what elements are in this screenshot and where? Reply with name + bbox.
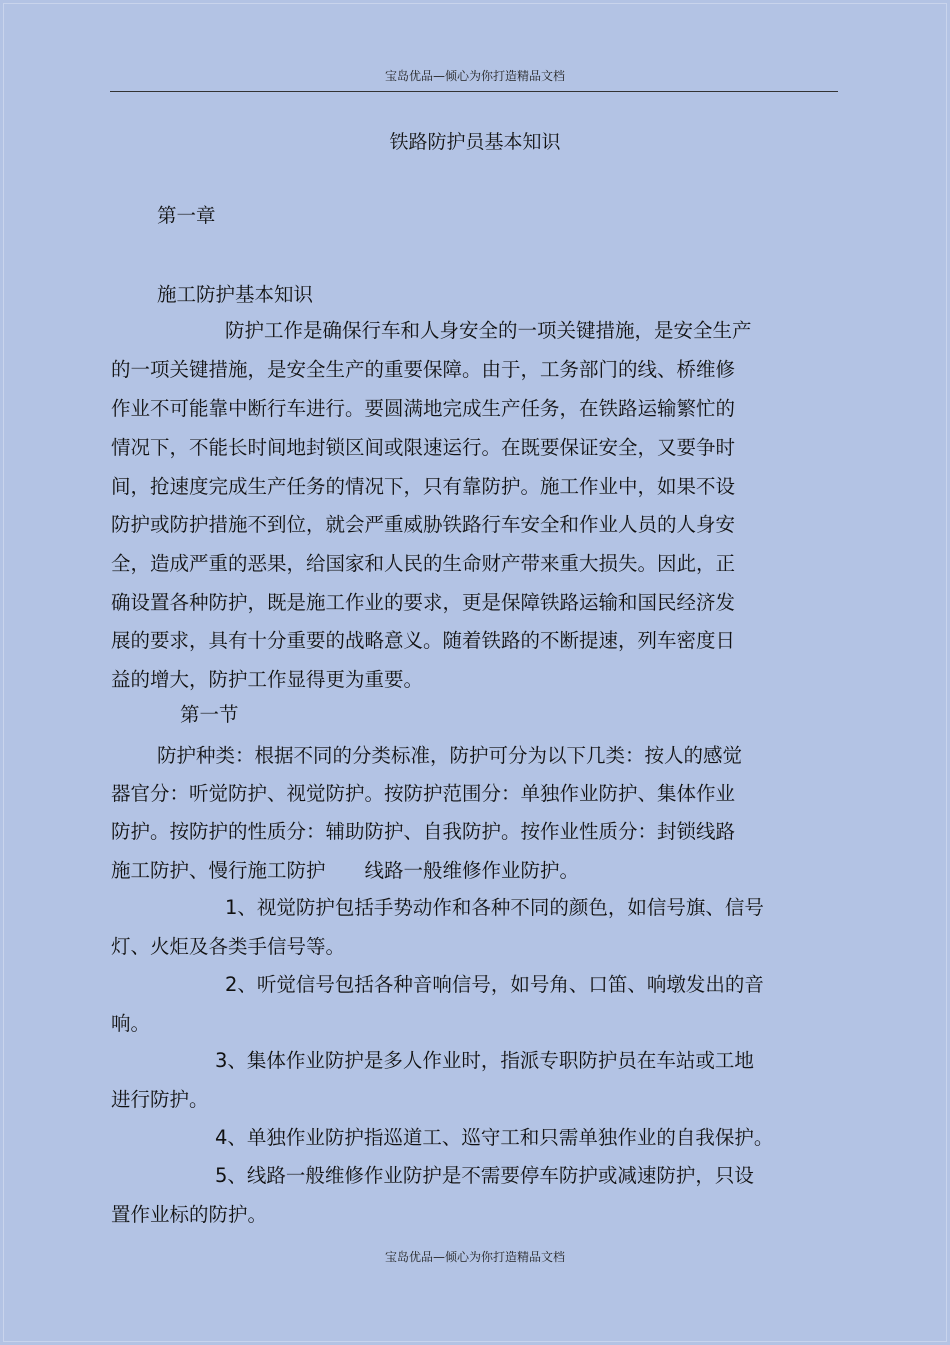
running-header: 宝岛优品—倾心为你打造精品文档 — [384, 69, 565, 83]
list-item: 5、线路一般维修作业防护是不需要停车防护或减速防护，只设 — [215, 1164, 754, 1187]
list-item: 2、听觉信号包括各种音响信号，如号角、口笛、响墩发出的音 — [225, 973, 764, 996]
paragraph-line: 确设置各种防护，既是施工作业的要求，更是保障铁路运输和国民经济发 — [111, 591, 736, 614]
list-item: 3、集体作业防护是多人作业时，指派专职防护员在车站或工地 — [215, 1049, 754, 1072]
paragraph-line: 益的增大，防护工作显得更为重要。 — [111, 668, 424, 691]
list-item: 4、单独作业防护指巡道工、巡守工和只需单独作业的自我保护。 — [215, 1126, 774, 1149]
running-footer: 宝岛优品—倾心为你打造精品文档 — [384, 1250, 565, 1264]
list-item-continuation: 置作业标的防护。 — [111, 1203, 268, 1226]
list-item-continuation: 灯、火炬及各类手信号等。 — [111, 935, 346, 958]
document-title: 铁路防护员基本知识 — [389, 131, 561, 153]
paragraph-line: 作业不可能靠中断行车进行。要圆满地完成生产任务，在铁路运输繁忙的 — [111, 397, 736, 420]
paragraph-line: 的一项关键措施，是安全生产的重要保障。由于，工务部门的线、桥维修 — [111, 358, 736, 381]
paragraph-line: 全，造成严重的恶果，给国家和人民的生命财产带来重大损失。因此，正 — [111, 552, 736, 575]
paragraph-line: 情况下，不能长时间地封锁区间或限速运行。在既要保证安全，又要争时 — [111, 436, 736, 459]
chapter-heading: 第一章 — [157, 204, 216, 227]
paragraph-line: 防护工作是确保行车和人身安全的一项关键措施，是安全生产 — [225, 319, 752, 342]
paragraph-line: 防护或防护措施不到位，就会严重威胁铁路行车安全和作业人员的人身安 — [111, 513, 736, 536]
paragraph-line: 器官分：听觉防护、视觉防护。按防护范围分：单独作业防护、集体作业 — [111, 782, 736, 805]
header-rule — [110, 91, 838, 92]
paragraph-line: 防护种类：根据不同的分类标准，防护可分为以下几类：按人的感觉 — [157, 744, 743, 767]
section-1-heading: 第一节 — [180, 703, 239, 726]
paragraph-line: 施工防护、慢行施工防护 线路一般维修作业防护。 — [111, 859, 580, 882]
list-item-continuation: 进行防护。 — [111, 1088, 209, 1111]
paragraph-line: 展的要求，具有十分重要的战略意义。随着铁路的不断提速，列车密度日 — [111, 629, 736, 652]
list-item-continuation: 响。 — [111, 1012, 151, 1035]
list-item: 1、视觉防护包括手势动作和各种不同的颜色，如信号旗、信号 — [225, 896, 764, 919]
paragraph-line: 间，抢速度完成生产任务的情况下，只有靠防护。施工作业中，如果不设 — [111, 475, 736, 498]
section-heading: 施工防护基本知识 — [157, 283, 314, 306]
paragraph-line: 防护。按防护的性质分：辅助防护、自我防护。按作业性质分：封锁线路 — [111, 820, 736, 843]
